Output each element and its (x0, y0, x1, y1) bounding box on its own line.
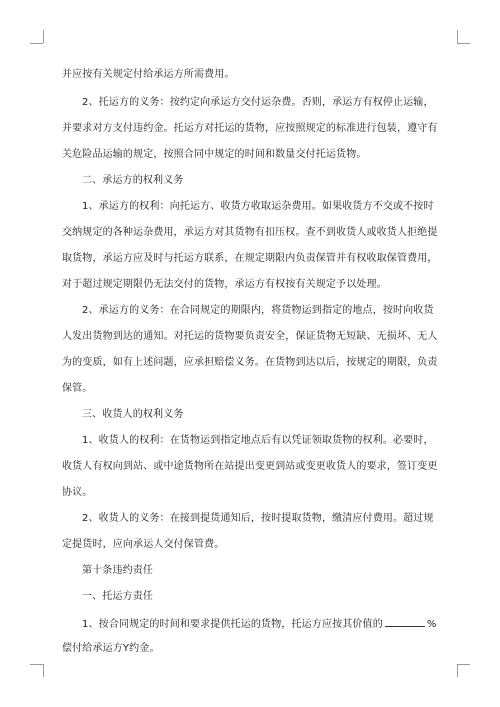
text-line: 并要求对方支付违约金。托运方对托运的货物，应按照规定的标准进行包装，遵守有 (62, 123, 438, 134)
crop-mark-bottom-left-v (43, 664, 44, 677)
text-line: 人发出货物到达的通知。对托运的货物要负责安全，保证货物无短缺、无损坏、无人 (62, 331, 438, 342)
text-line: 协议。 (62, 487, 93, 498)
section-heading: 二、承运方的权利义务 (82, 175, 184, 186)
paragraph-heading-line: 2、托运方的义务：按约定向承运方交付运杂费。否则，承运方有权停止运输， (82, 97, 434, 108)
paragraph-heading-line: 2、收货人的义务：在接到提货通知后，按时提取货物，缴清应付费用。超过规 (82, 513, 434, 524)
section-heading: 一、托运方责任 (82, 591, 154, 602)
crop-mark-bottom-right-h (457, 664, 470, 665)
paragraph-heading-line: 2、承运方的义务：在合同规定的期限内，将货物运到指定的地点，按时向收货 (82, 305, 434, 316)
text-line: 为的变质，如有上述问题，应承担赔偿义务。在货物到达以后，按规定的期限，负责 (62, 357, 438, 368)
paragraph-heading-line: 1、收货人的权利：在货物运到指定地点后有以凭证领取货物的权利。必要时， (82, 435, 434, 446)
text-line: 偿付给承运方Y约金。 (62, 643, 160, 654)
crop-mark-top-right-v (457, 30, 458, 43)
text-line: 收货人有权向到站、或中途货物所在站提出变更到站或变更收货人的要求，签订变更 (62, 461, 438, 472)
text-line: 保管。 (62, 383, 93, 394)
text-line: 并应按有关规定付给承运方所需费用。 (62, 69, 235, 80)
crop-mark-bottom-right-v (457, 664, 458, 677)
fill-in-blank (385, 616, 425, 627)
crop-mark-top-left-v (43, 30, 44, 43)
text-line: 取货物，承运方应及时与托运方联系，在规定期限内负责保管并有权收取保管费用， (62, 253, 438, 264)
percent-sign: % (426, 619, 437, 630)
text-line: 定提货时，应向承运人交付保管费。 (62, 539, 225, 550)
paragraph-heading-line: 1、承运方的权利：向托运方、收货方收取运杂费用。如果收货方不交或不按时 (82, 201, 434, 212)
crop-mark-top-left-h (30, 43, 43, 44)
crop-mark-bottom-left-h (30, 664, 43, 665)
text-before-blank: 1、按合同规定的时间和要求提供托运的货物，托运方应按其价值的 (82, 619, 383, 630)
text-line: 关危险品运输的规定，按照合同中规定的时间和数量交付托运货物。 (62, 149, 367, 160)
text-line: 交纳规定的各种运杂费用，承运方对其货物有扣压权。查不到收货人或收货人拒绝提 (62, 227, 438, 238)
crop-mark-top-right-h (457, 43, 470, 44)
text-line: 对于超过规定期限仍无法交付的货物，承运方有权按有关规定予以处理。 (62, 279, 387, 290)
section-heading: 三、收货人的权利义务 (82, 409, 184, 420)
paragraph-heading-line (82, 616, 437, 632)
article-heading: 第十条违约责任 (82, 565, 154, 576)
